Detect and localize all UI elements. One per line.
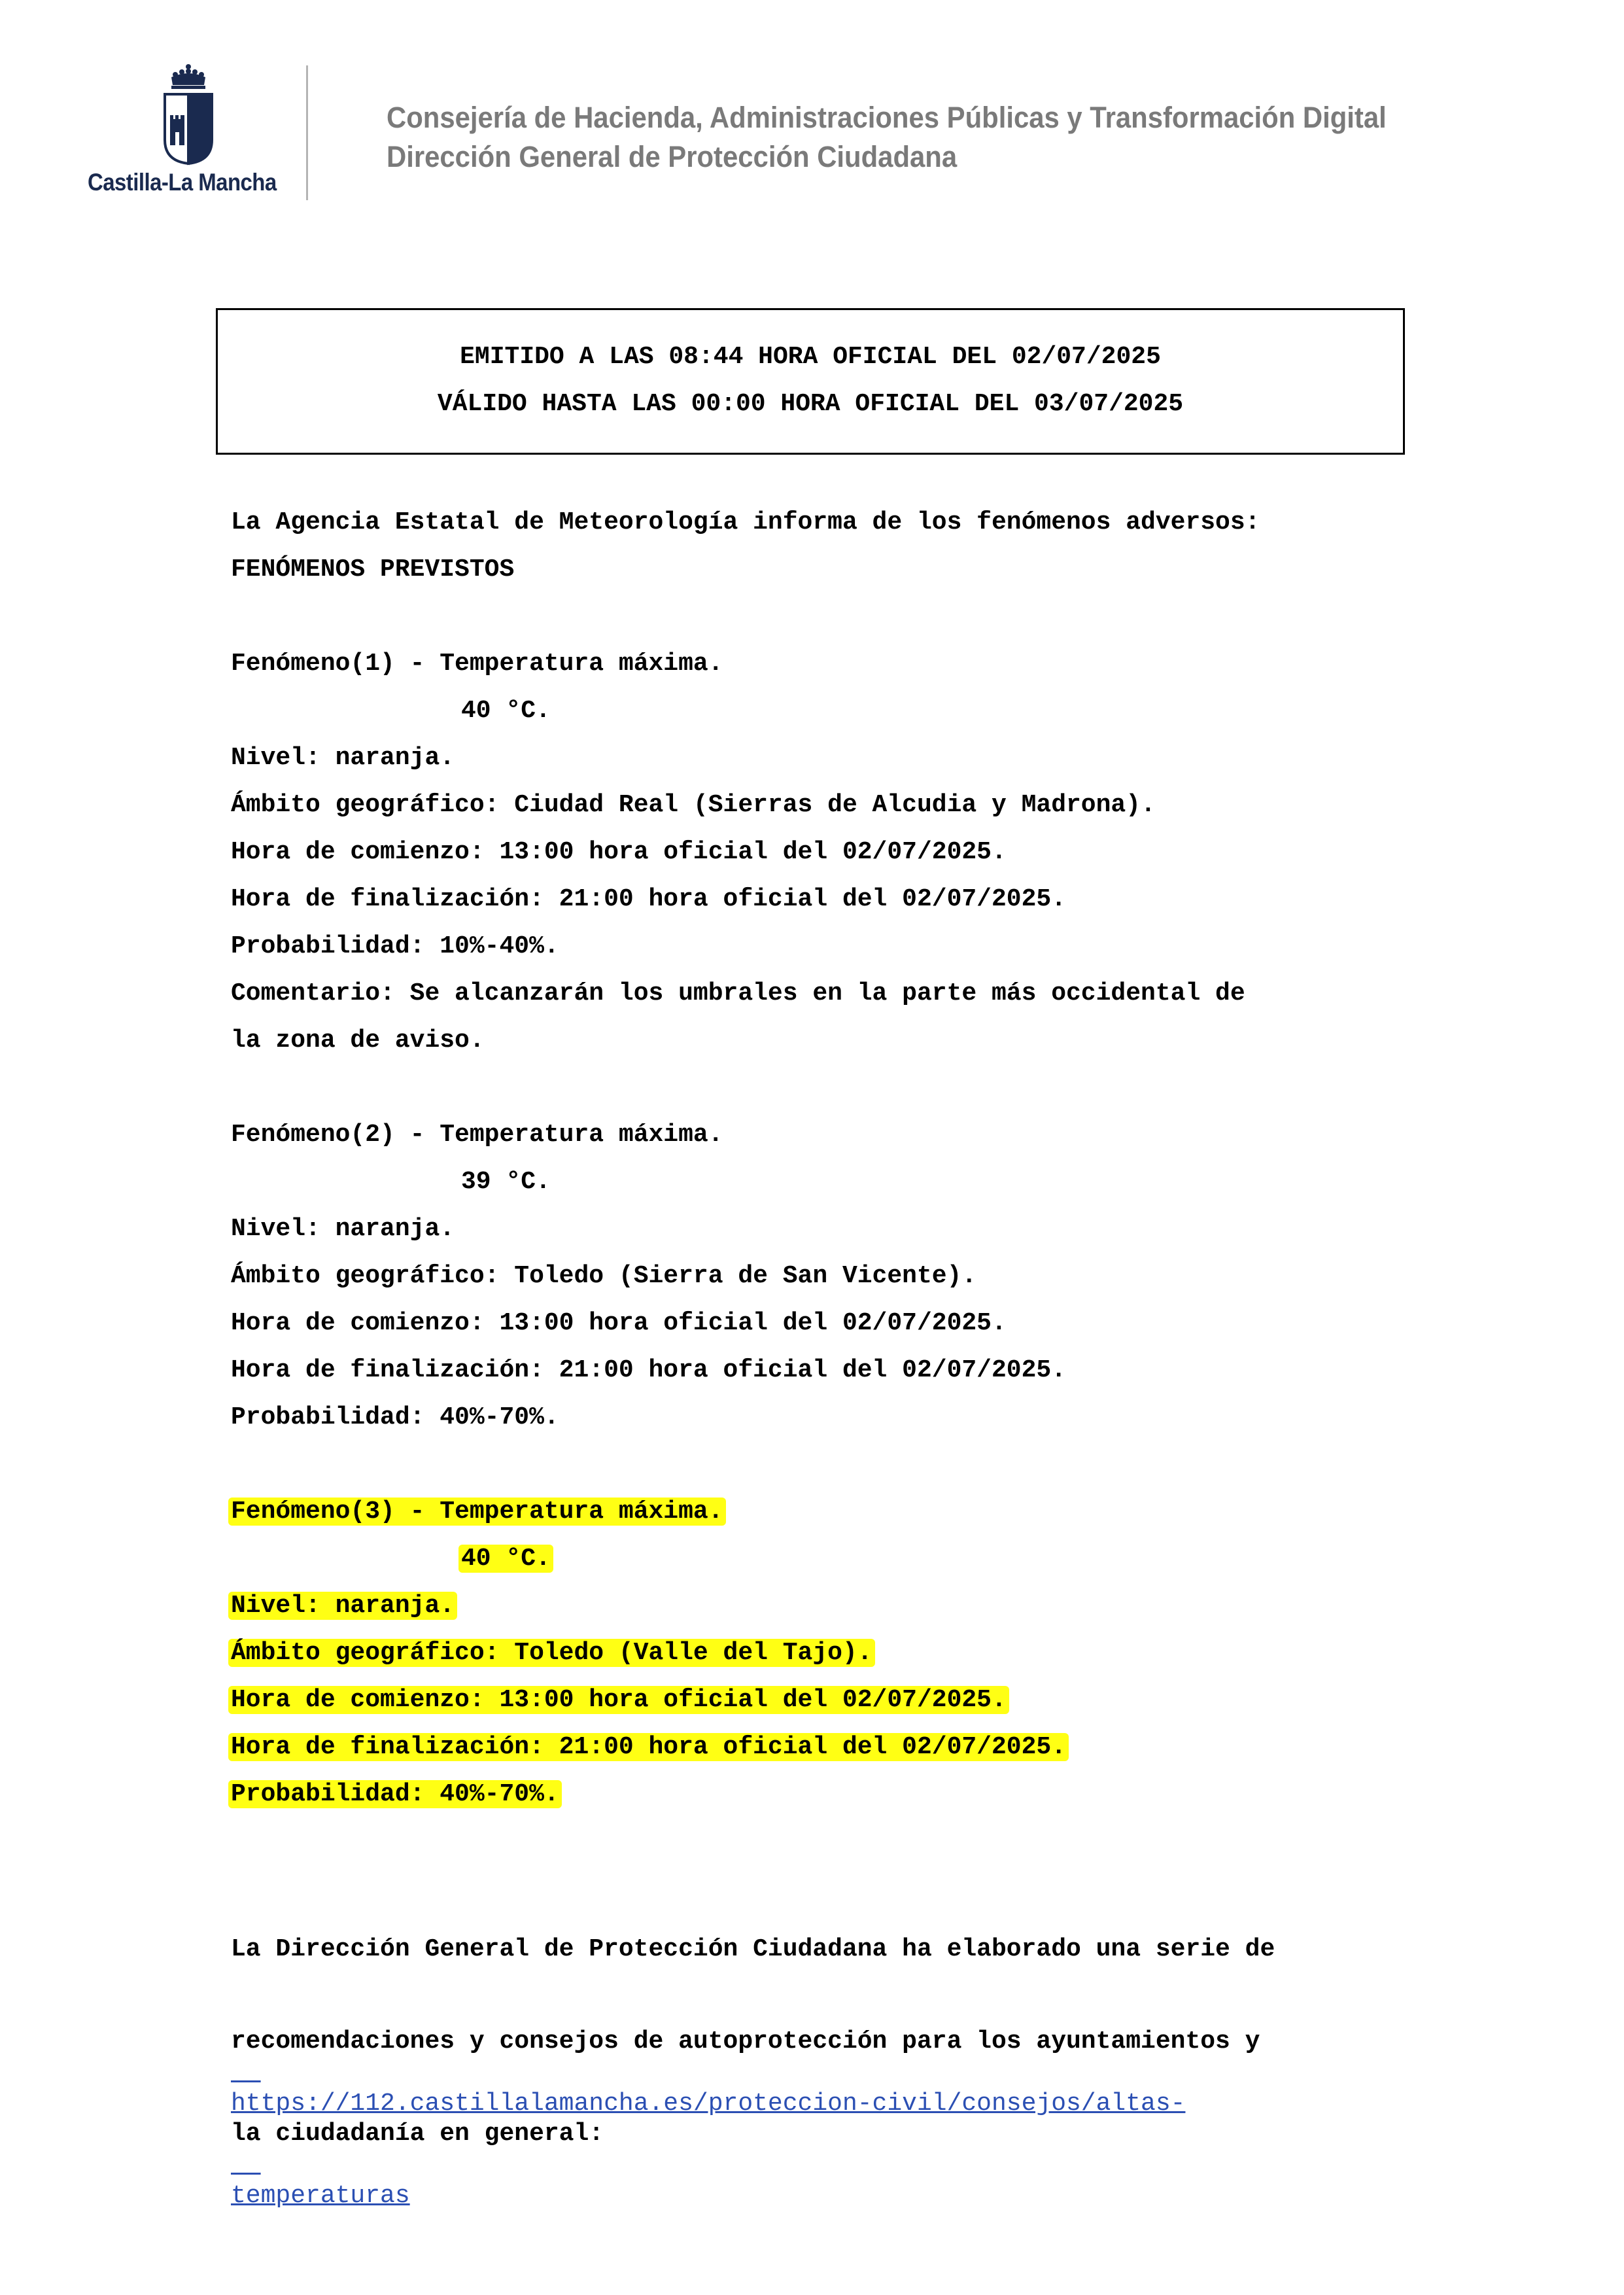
phenomenon-comment-cont: la zona de aviso. bbox=[231, 1026, 485, 1055]
logo-wordmark: Castilla-La Mancha bbox=[88, 169, 277, 196]
header-title bbox=[387, 98, 1387, 177]
phenomenon-value: 40 °C. bbox=[458, 1545, 553, 1573]
issue-valid-until: VÁLIDO HASTA LAS 00:00 HORA OFICIAL DEL 03/07/2025 bbox=[437, 390, 1184, 418]
phenomenon-area: Ámbito geográfico: Ciudad Real (Sierras de Alcudia y Madrona). bbox=[231, 791, 1156, 819]
recommendations-line: recomendaciones y consejos de autoprotección para los ayuntamientos y bbox=[231, 2027, 1260, 2056]
coat-of-arms-icon bbox=[78, 64, 301, 169]
phenomenon-title: Fenómeno(3) - Temperatura máxima. bbox=[228, 1498, 726, 1526]
phenomenon-end: Hora de finalización: 21:00 hora oficial del 02/07/2025. bbox=[231, 1356, 1067, 1384]
spacer bbox=[231, 1064, 1408, 1112]
spacer bbox=[231, 1441, 1408, 1488]
phenomenon-start: Hora de comienzo: 13:00 hora oficial del 02/07/2025. bbox=[231, 838, 1007, 866]
phenomenon-2 bbox=[231, 1112, 1408, 1441]
phenomenon-end: Hora de finalización: 21:00 hora oficial del 02/07/2025. bbox=[231, 885, 1067, 913]
header-line-directorate: Dirección General de Protección Ciudadana bbox=[387, 140, 958, 173]
phenomenon-area: Ámbito geográfico: Toledo (Valle del Tajo). bbox=[228, 1639, 875, 1667]
spacer bbox=[231, 593, 1408, 640]
phenomenon-title: Fenómeno(2) - Temperatura máxima. bbox=[231, 1121, 723, 1149]
issue-emitted: EMITIDO A LAS 08:44 HORA OFICIAL DEL 02/07/2025 bbox=[460, 343, 1161, 371]
recommendations-line: La Dirección General de Protección Ciudadana ha elaborado una serie de bbox=[231, 1935, 1275, 1963]
recommendations-line: la ciudadanía en general: bbox=[231, 2120, 604, 2148]
phenomenon-level: Nivel: naranja. bbox=[228, 1592, 457, 1620]
advice-link[interactable] bbox=[231, 2027, 1185, 2242]
phenomenon-end: Hora de finalización: 21:00 hora oficial del 02/07/2025. bbox=[228, 1733, 1069, 1761]
phenomenon-probability: Probabilidad: 40%-70%. bbox=[231, 1403, 559, 1431]
phenomenon-title: Fenómeno(1) - Temperatura máxima. bbox=[231, 650, 723, 678]
phenomenon-start: Hora de comienzo: 13:00 hora oficial del 02/07/2025. bbox=[228, 1686, 1009, 1714]
phenomenon-level: Nivel: naranja. bbox=[231, 1215, 455, 1243]
phenomenon-probability: Probabilidad: 40%-70%. bbox=[228, 1780, 562, 1808]
header-line-ministry: Consejería de Hacienda, Administraciones Públicas y Transformación Digital bbox=[387, 101, 1387, 134]
phenomenon-start: Hora de comienzo: 13:00 hora oficial del 02/07/2025. bbox=[231, 1309, 1007, 1337]
issue-box bbox=[216, 308, 1405, 455]
phenomenon-1 bbox=[231, 640, 1408, 1064]
phenomenon-probability: Probabilidad: 10%-40%. bbox=[231, 932, 559, 960]
section-heading: FENÓMENOS PREVISTOS bbox=[231, 555, 515, 584]
advice-link-line1[interactable]: https://112.castillalamancha.es/proteccion-civil/consejos/altas- bbox=[231, 2090, 1186, 2118]
phenomenon-3 bbox=[231, 1488, 1408, 1818]
phenomenon-level: Nivel: naranja. bbox=[231, 744, 455, 772]
castilla-la-mancha-logo bbox=[78, 64, 301, 205]
warning-body bbox=[231, 499, 1408, 1818]
intro-line: La Agencia Estatal de Meteorología informa de los fenómenos adversos: bbox=[231, 508, 1260, 536]
phenomenon-area: Ámbito geográfico: Toledo (Sierra de San Vicente). bbox=[231, 1262, 977, 1290]
phenomenon-value: 40 °C. bbox=[461, 697, 551, 725]
phenomenon-value: 39 °C. bbox=[461, 1168, 551, 1196]
header-divider bbox=[306, 65, 308, 200]
phenomenon-comment: Comentario: Se alcanzarán los umbrales en la parte más occidental de bbox=[231, 979, 1245, 1007]
advice-link-line2[interactable]: temperaturas bbox=[231, 2182, 410, 2210]
